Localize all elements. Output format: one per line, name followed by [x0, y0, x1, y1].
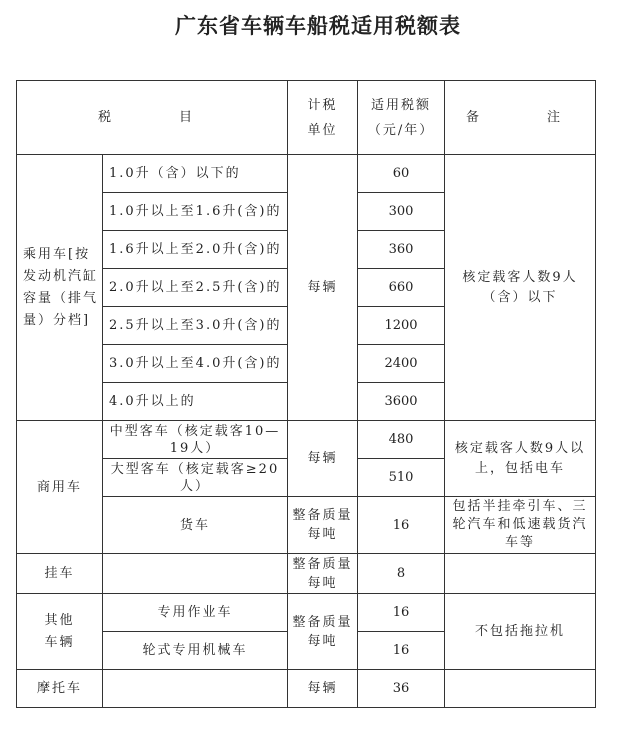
- note-truck: 包括半挂牵引车、三轮汽车和低速载货汽车等: [445, 497, 596, 554]
- header-item: 税 目: [17, 81, 288, 155]
- row-amount: 16: [358, 594, 445, 632]
- page-title: 广东省车辆车船税适用税额表: [175, 14, 461, 38]
- row-amount: 480: [358, 421, 445, 459]
- tax-rate-table: [16, 80, 596, 708]
- category-passenger: 乘用车[按发动机汽缸容量（排气量）分档]: [17, 155, 103, 421]
- row-amount: 16: [358, 497, 445, 554]
- unit-truck: 整备质量每吨: [288, 497, 358, 554]
- table-row: [17, 421, 596, 459]
- row-amount: 660: [358, 269, 445, 307]
- note-motorcycle: [445, 670, 596, 708]
- note-bus: 核定载客人数9人以上，包括电车: [445, 421, 596, 497]
- row-amount: 510: [358, 459, 445, 497]
- row-amount: 60: [358, 155, 445, 193]
- row-amount: 1200: [358, 307, 445, 345]
- row-label: 轮式专用机械车: [103, 632, 288, 670]
- row-amount: 16: [358, 632, 445, 670]
- unit-other: 整备质量每吨: [288, 594, 358, 670]
- row-label: 专用作业车: [103, 594, 288, 632]
- unit-passenger: 每辆: [288, 155, 358, 421]
- row-label: 2.5升以上至3.0升(含)的: [103, 307, 288, 345]
- unit-bus: 每辆: [288, 421, 358, 497]
- row-label: 中型客车（核定载客10—19人）: [103, 421, 288, 459]
- note-trailer: [445, 554, 596, 594]
- category-other: 其他车辆: [17, 594, 103, 670]
- row-amount: 36: [358, 670, 445, 708]
- row-label: [103, 554, 288, 594]
- note-other: 不包括拖拉机: [445, 594, 596, 670]
- table-header-row: [17, 81, 596, 155]
- row-amount: 3600: [358, 383, 445, 421]
- header-rate: 适用税额 （元/年）: [358, 81, 445, 155]
- header-unit: 计税 单位: [288, 81, 358, 155]
- unit-motorcycle: 每辆: [288, 670, 358, 708]
- category-trailer: 挂车: [17, 554, 103, 594]
- table-row: [17, 155, 596, 193]
- unit-trailer: 整备质量每吨: [288, 554, 358, 594]
- row-amount: 2400: [358, 345, 445, 383]
- row-label: 货车: [103, 497, 288, 554]
- table-row: [17, 594, 596, 632]
- row-amount: 8: [358, 554, 445, 594]
- header-note: 备 注: [445, 81, 596, 155]
- table-row: [17, 497, 596, 554]
- row-label: 4.0升以上的: [103, 383, 288, 421]
- row-label: 1.0升（含）以下的: [103, 155, 288, 193]
- note-passenger: 核定载客人数9人（含）以下: [445, 155, 596, 421]
- row-label: 大型客车（核定载客≥20人）: [103, 459, 288, 497]
- row-label: 1.6升以上至2.0升(含)的: [103, 231, 288, 269]
- row-amount: 300: [358, 193, 445, 231]
- row-label: 2.0升以上至2.5升(含)的: [103, 269, 288, 307]
- table-row: [17, 670, 596, 708]
- row-label: 1.0升以上至1.6升(含)的: [103, 193, 288, 231]
- row-amount: 360: [358, 231, 445, 269]
- table-row: [17, 554, 596, 594]
- category-commercial: 商用车: [17, 421, 103, 554]
- category-motorcycle: 摩托车: [17, 670, 103, 708]
- row-label: [103, 670, 288, 708]
- row-label: 3.0升以上至4.0升(含)的: [103, 345, 288, 383]
